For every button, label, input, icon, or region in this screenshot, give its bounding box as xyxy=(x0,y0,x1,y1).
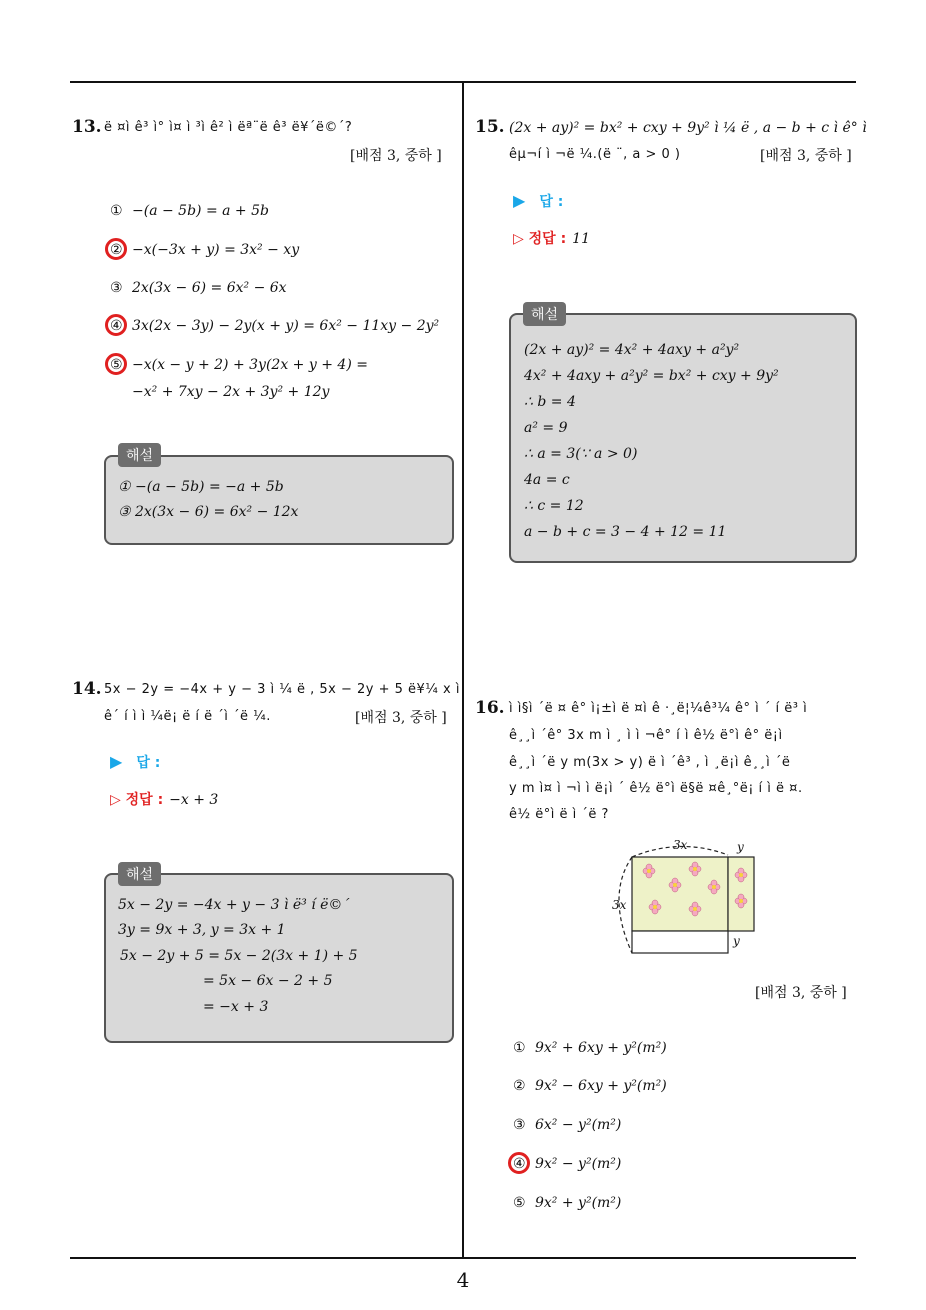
q15-final-answer: ▷ 정답 : 11 xyxy=(513,231,590,247)
question-16-text-line-1: ì ì§ì ´ë ¤ ê° ì¡±ì ë ¤ì ê ·¸ë¦¼ê³¼ ê° ì ´ í ë³ ì xyxy=(509,701,808,716)
question-16-score: [배점 3, 중하 ] xyxy=(755,985,847,1001)
page-number: 4 xyxy=(456,1268,470,1292)
q15-solution-line-7: ∴ c = 12 xyxy=(524,498,584,514)
q14-solution-tag: 해설 xyxy=(118,862,161,886)
question-13-score: [배점 3, 중하 ] xyxy=(350,148,442,164)
q14-solution-line-1: 5x − 2y = −4x + y − 3 ì ë³ í ë©´ xyxy=(118,897,350,913)
q15-solution-tag: 해설 xyxy=(523,302,566,326)
question-13-text: ë ¤ì ê³ ì° ì¤ ì ³ì ê² ì ëª¨ë ê³ ë¥´ë©´? xyxy=(104,120,353,135)
question-15-text-line-2: êµ¬í ì ¬ë ¼.(ë ¨, a > 0 ) xyxy=(509,147,681,162)
q13-choice-3[interactable]: ③ 2x(3x − 6) = 6x² − 6x xyxy=(110,280,287,296)
question-16-number: 16. xyxy=(475,698,505,718)
question-16-text-line-3: ê¸¸ì ´ë y m(3x > y) ë ì ´ê³ , ì ¸ë¡ì ê¸¸ì ´ë xyxy=(509,755,791,770)
figure-bottom-strip xyxy=(632,931,728,953)
q13-choice-5-mark xyxy=(105,353,127,375)
figure-bottom-label: y xyxy=(733,934,740,948)
q15-solution-line-4: a² = 9 xyxy=(524,420,568,436)
question-15-score: [배점 3, 중하 ] xyxy=(760,148,852,164)
q16-choice-4-mark xyxy=(508,1152,530,1174)
q13-choice-4-mark xyxy=(105,314,127,336)
q16-choice-3[interactable]: ③ 6x² − y²(m²) xyxy=(513,1117,622,1133)
q13-solution-line-2: ③ 2x(3x − 6) = 6x² − 12x xyxy=(118,504,299,520)
q15-solution-line-5: ∴ a = 3(∵ a > 0) xyxy=(524,446,638,462)
q14-solution-line-2: 3y = 9x + 3, y = 3x + 1 xyxy=(118,922,286,938)
q16-choice-1[interactable]: ① 9x² + 6xy + y²(m²) xyxy=(513,1040,667,1056)
q13-choice-1[interactable]: ① −(a − 5b) = a + 5b xyxy=(110,203,269,219)
q13-solution-line-1: ① −(a − 5b) = −a + 5b xyxy=(118,479,284,495)
question-13-number: 13. xyxy=(72,117,102,137)
q13-solution-box xyxy=(104,455,454,545)
question-16-text-line-5: ê½ ë°ì ë ì ´ë ? xyxy=(509,807,609,822)
play-triangle-icon: ▶ xyxy=(513,191,526,210)
q16-choice-4[interactable]: ④ 9x² − y²(m²) xyxy=(513,1156,622,1172)
q13-choice-5-continued: −x² + 7xy − 2x + 3y² + 12y xyxy=(132,384,330,400)
q13-choice-2[interactable]: ② −x(−3x + y) = 3x² − xy xyxy=(110,242,300,258)
question-14-text-line-1: 5x − 2y = −4x + y − 3 ì ¼ ë , 5x − 2y + 5 ë¥¼ x ì xyxy=(104,682,460,697)
column-divider xyxy=(462,81,464,1259)
q14-solution-line-4: = 5x − 6x − 2 + 5 xyxy=(203,973,333,989)
q15-solution-line-2: 4x² + 4axy + a²y² = bx² + cxy + 9y² xyxy=(524,368,779,384)
outline-triangle-icon: ▷ xyxy=(513,231,529,247)
q14-solution-line-5: = −x + 3 xyxy=(203,999,269,1015)
q15-answer-label: ▶ 답 : xyxy=(513,191,564,210)
play-triangle-icon: ▶ xyxy=(110,752,123,771)
q14-answer-label: ▶ 답 : xyxy=(110,752,161,771)
question-16-text-line-4: y m ì¤ ì ¬ì ì ë¡ì ´ ê½ ë°ì ë§ë ¤ê¸°ë¡ í ì ë ¤. xyxy=(509,781,803,796)
q16-choice-2[interactable]: ② 9x² − 6xy + y²(m²) xyxy=(513,1078,667,1094)
question-16-text-line-2: ê¸¸ì ´ê° 3x m ì ¸ ì ì ¬ê° í ì ê½ ë°ì ê° ë¡ì xyxy=(509,728,783,743)
q14-final-answer: ▷ 정답 : −x + 3 xyxy=(110,792,219,808)
question-14-text-line-2: ê´ í ì ì ¼ë¡ ë í ë ´ì ´ë ¼. xyxy=(104,709,271,724)
question-14-score: [배점 3, 중하 ] xyxy=(355,710,447,726)
q13-choice-4[interactable]: ④ 3x(2x − 3y) − 2y(x + y) = 6x² − 11xy − 2y² xyxy=(110,318,440,334)
figure-right-label: y xyxy=(737,840,744,854)
q16-garden-figure xyxy=(600,835,780,965)
outline-triangle-icon: ▷ xyxy=(110,792,126,808)
question-15-number: 15. xyxy=(475,117,505,137)
q13-choice-5[interactable]: ⑤ −x(x − y + 2) + 3y(2x + y + 4) = xyxy=(110,357,368,373)
q14-solution-line-3: 5x − 2y + 5 = 5x − 2(3x + 1) + 5 xyxy=(120,948,358,964)
q15-solution-line-8: a − b + c = 3 − 4 + 12 = 11 xyxy=(524,524,727,540)
q13-solution-tag: 해설 xyxy=(118,443,161,467)
figure-left-label: 3x xyxy=(612,898,627,912)
figure-top-label: 3x xyxy=(673,838,688,852)
question-15-text-line-1: (2x + ay)² = bx² + cxy + 9y² ì ¼ ë , a − b + c ì ê° ì xyxy=(509,120,867,136)
q15-solution-line-6: 4a = c xyxy=(524,472,570,488)
q15-solution-line-1: (2x + ay)² = 4x² + 4axy + a²y² xyxy=(524,342,740,358)
question-14-number: 14. xyxy=(72,679,102,699)
q15-solution-line-3: ∴ b = 4 xyxy=(524,394,576,410)
q16-choice-5[interactable]: ⑤ 9x² + y²(m²) xyxy=(513,1195,622,1211)
q13-choice-2-mark xyxy=(105,238,127,260)
